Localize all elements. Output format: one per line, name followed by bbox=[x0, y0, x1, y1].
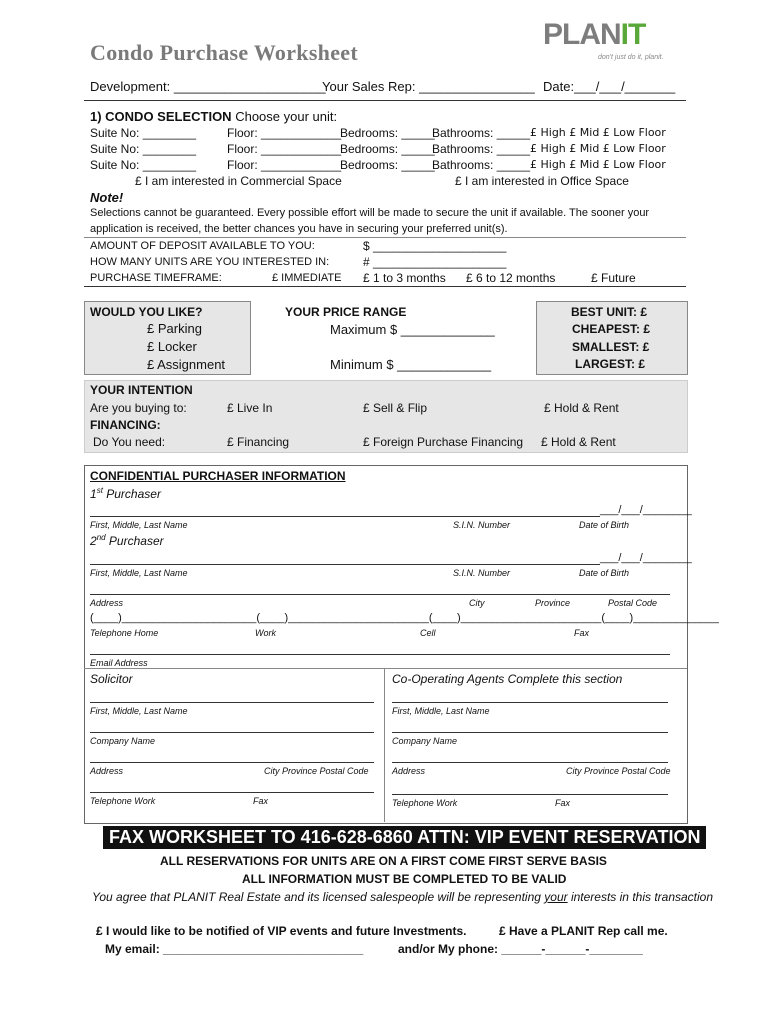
email-field[interactable]: My email: ______________________________ bbox=[105, 942, 364, 956]
name-caption: First, Middle, Last Name bbox=[90, 520, 188, 530]
logo-tagline: don't just do it, planit. bbox=[598, 54, 664, 61]
address-caption: Address bbox=[90, 598, 124, 608]
agent-address-caption: Address bbox=[392, 766, 426, 776]
financing-checkbox[interactable]: £ Financing bbox=[227, 435, 290, 449]
price-maximum-field[interactable]: Maximum $ _____________ bbox=[330, 322, 495, 337]
timeframe-6to12-checkbox[interactable]: £ 6 to 12 months bbox=[466, 271, 556, 285]
second-purchaser-dob-field[interactable]: ___/___/________ bbox=[600, 552, 692, 564]
timeframe-label: PURCHASE TIMEFRAME: bbox=[90, 272, 222, 284]
smallest-checkbox[interactable]: SMALLEST: £ bbox=[572, 340, 650, 354]
dob-caption: Date of Birth bbox=[579, 520, 630, 530]
first-purchaser-name-line[interactable] bbox=[90, 516, 600, 517]
solicitor-agent-divider bbox=[384, 668, 385, 822]
timeframe-1to3-checkbox[interactable]: £ 1 to 3 months bbox=[363, 271, 446, 285]
solicitor-address-line[interactable] bbox=[90, 762, 374, 763]
commercial-space-checkbox[interactable]: £ I am interested in Commercial Space bbox=[135, 174, 342, 188]
agent-company-line[interactable] bbox=[392, 732, 668, 733]
vip-notify-checkbox[interactable]: £ I would like to be notified of VIP events and future Investments. bbox=[96, 924, 467, 938]
price-minimum-field[interactable]: Minimum $ _____________ bbox=[330, 357, 492, 372]
solicitor-heading: Solicitor bbox=[90, 672, 133, 686]
agent-name-caption: First, Middle, Last Name bbox=[392, 706, 490, 716]
must-complete-notice: ALL INFORMATION MUST BE COMPLETED TO BE VALID bbox=[242, 872, 567, 886]
logo-text-main: PLAN bbox=[543, 18, 621, 51]
home-phone-caption: Telephone Home bbox=[90, 628, 159, 638]
agent-phone-caption: Telephone Work bbox=[392, 798, 458, 808]
cheapest-checkbox[interactable]: CHEAPEST: £ bbox=[572, 322, 651, 336]
fax-instruction-banner: FAX WORKSHEET TO 416-628-6860 ATTN: VIP EVENT RESERVATION bbox=[103, 826, 706, 849]
solicitor-company-caption: Company Name bbox=[90, 736, 156, 746]
solicitor-fax-caption: Fax bbox=[253, 796, 269, 806]
hold-rent-checkbox[interactable]: £ Hold & Rent bbox=[544, 401, 619, 415]
telephone-fields[interactable]: (____)______________________(____)_______________________(____)_______________________(____)______________ bbox=[90, 612, 719, 624]
agent-company-caption: Company Name bbox=[392, 736, 458, 746]
first-purchaser-dob-field[interactable]: ___/___/________ bbox=[600, 504, 692, 516]
logo-text-accent: IT bbox=[620, 18, 646, 51]
bathrooms-field[interactable]: Bathrooms: _____ bbox=[432, 158, 531, 172]
solicitor-phone-line[interactable] bbox=[90, 792, 374, 793]
foreign-financing-checkbox[interactable]: £ Foreign Purchase Financing bbox=[363, 435, 524, 449]
header-divider bbox=[84, 100, 686, 101]
note-divider bbox=[84, 237, 686, 238]
bathrooms-field[interactable]: Bathrooms: _____ bbox=[432, 126, 531, 140]
note-text-2: application is received, the better chances you have in securing your preferred unit(s). bbox=[90, 223, 508, 235]
second-purchaser-label: 2nd Purchaser bbox=[90, 533, 164, 548]
deposit-field[interactable]: $ ____________________ bbox=[363, 239, 507, 253]
name-caption: First, Middle, Last Name bbox=[90, 568, 188, 578]
solicitor-address-caption: Address bbox=[90, 766, 124, 776]
agent-fax-caption: Fax bbox=[555, 798, 571, 808]
largest-checkbox[interactable]: LARGEST: £ bbox=[575, 357, 646, 371]
selection-heading: 1) CONDO SELECTION Choose your unit: bbox=[90, 109, 338, 124]
agent-name-line[interactable] bbox=[392, 702, 668, 703]
representation-notice: You agree that PLANIT Real Estate and its licensed salespeople will be representing your interests in this transaction bbox=[92, 890, 714, 904]
date-field[interactable]: Date:___/___/_______ bbox=[543, 79, 676, 94]
sales-rep-field[interactable]: Your Sales Rep: ________________ bbox=[322, 79, 535, 94]
solicitor-city-caption: City Province Postal Code bbox=[264, 766, 369, 776]
bedrooms-field[interactable]: Bedrooms: _____ bbox=[340, 142, 435, 156]
solicitor-phone-caption: Telephone Work bbox=[90, 796, 156, 806]
buying-label: Are you buying to: bbox=[90, 401, 187, 415]
locker-checkbox[interactable]: £ Locker bbox=[147, 339, 197, 354]
office-space-checkbox[interactable]: £ I am interested in Office Space bbox=[455, 174, 629, 188]
floor-level-options[interactable]: £ High £ Mid £ Low Floor bbox=[530, 126, 666, 139]
cell-phone-caption: Cell bbox=[420, 628, 436, 638]
first-purchaser-label: 1st Purchaser bbox=[90, 486, 161, 501]
timeframe-future-checkbox[interactable]: £ Future bbox=[591, 271, 636, 285]
city-caption: City bbox=[469, 598, 485, 608]
deposit-label: AMOUNT OF DEPOSIT AVAILABLE TO YOU: bbox=[90, 240, 315, 252]
selection-divider bbox=[84, 286, 686, 287]
floor-level-options[interactable]: £ High £ Mid £ Low Floor bbox=[530, 158, 666, 171]
intention-heading: YOUR INTENTION bbox=[90, 383, 193, 397]
parking-checkbox[interactable]: £ Parking bbox=[147, 321, 202, 336]
agent-city-caption: City Province Postal Code bbox=[566, 766, 671, 776]
fax-caption: Fax bbox=[574, 628, 590, 638]
sin-caption: S.I.N. Number bbox=[453, 520, 511, 530]
hold-rent-financing-checkbox[interactable]: £ Hold & Rent bbox=[541, 435, 616, 449]
live-in-checkbox[interactable]: £ Live In bbox=[227, 401, 273, 415]
bedrooms-field[interactable]: Bedrooms: _____ bbox=[340, 126, 435, 140]
solicitor-name-caption: First, Middle, Last Name bbox=[90, 706, 188, 716]
second-purchaser-name-line[interactable] bbox=[90, 564, 600, 565]
rep-call-checkbox[interactable]: £ Have a PLANIT Rep call me. bbox=[499, 924, 668, 938]
price-range-heading: YOUR PRICE RANGE bbox=[285, 305, 407, 319]
timeframe-immediate-checkbox[interactable]: £ IMMEDIATE bbox=[272, 272, 342, 284]
first-come-notice: ALL RESERVATIONS FOR UNITS ARE ON A FIRST COME FIRST SERVE BASIS bbox=[160, 854, 607, 868]
sin-caption: S.I.N. Number bbox=[453, 568, 511, 578]
floor-field[interactable]: Floor: ____________ bbox=[227, 158, 342, 172]
would-you-like-heading: WOULD YOU LIKE? bbox=[90, 305, 203, 319]
email-caption: Email Address bbox=[90, 658, 148, 668]
purchaser-heading: CONFIDENTIAL PURCHASER INFORMATION bbox=[90, 469, 346, 483]
agent-address-line[interactable] bbox=[392, 762, 668, 763]
page-title: Condo Purchase Worksheet bbox=[90, 40, 358, 65]
phone-field[interactable]: and/or My phone: ______-______-________ bbox=[398, 942, 643, 956]
suite-field[interactable]: Suite No: ________ bbox=[90, 158, 197, 172]
note-text-1: Selections cannot be guaranteed. Every possible effort will be made to secure the unit if available. The sooner your bbox=[90, 207, 650, 219]
address-line[interactable] bbox=[90, 594, 670, 595]
agents-heading: Co-Operating Agents Complete this section bbox=[392, 672, 623, 686]
solicitor-company-line[interactable] bbox=[90, 732, 374, 733]
bedrooms-field[interactable]: Bedrooms: _____ bbox=[340, 158, 435, 172]
postal-code-caption: Postal Code bbox=[608, 598, 658, 608]
dob-caption: Date of Birth bbox=[579, 568, 630, 578]
email-line[interactable] bbox=[90, 654, 670, 655]
financing-heading: FINANCING: bbox=[90, 418, 161, 432]
agent-phone-line[interactable] bbox=[392, 794, 668, 795]
planit-logo bbox=[543, 18, 645, 52]
units-label: HOW MANY UNITS ARE YOU INTERESTED IN: bbox=[90, 256, 330, 268]
purchaser-divider bbox=[84, 668, 687, 669]
assignment-checkbox[interactable]: £ Assignment bbox=[147, 357, 226, 372]
floor-level-options[interactable]: £ High £ Mid £ Low Floor bbox=[530, 142, 666, 155]
solicitor-name-line[interactable] bbox=[90, 702, 374, 703]
note-title: Note! bbox=[90, 190, 124, 205]
floor-field[interactable]: Floor: ____________ bbox=[227, 142, 342, 156]
development-field[interactable]: Development: _____________________ bbox=[90, 79, 326, 94]
sell-flip-checkbox[interactable]: £ Sell & Flip bbox=[363, 401, 428, 415]
units-field[interactable]: # ____________________ bbox=[363, 255, 507, 269]
need-label: Do You need: bbox=[93, 435, 166, 449]
work-phone-caption: Work bbox=[255, 628, 276, 638]
best-unit-checkbox[interactable]: BEST UNIT: £ bbox=[571, 305, 648, 319]
province-caption: Province bbox=[535, 598, 571, 608]
suite-field[interactable]: Suite No: ________ bbox=[90, 126, 197, 140]
floor-field[interactable]: Floor: ____________ bbox=[227, 126, 342, 140]
suite-field[interactable]: Suite No: ________ bbox=[90, 142, 197, 156]
bathrooms-field[interactable]: Bathrooms: _____ bbox=[432, 142, 531, 156]
